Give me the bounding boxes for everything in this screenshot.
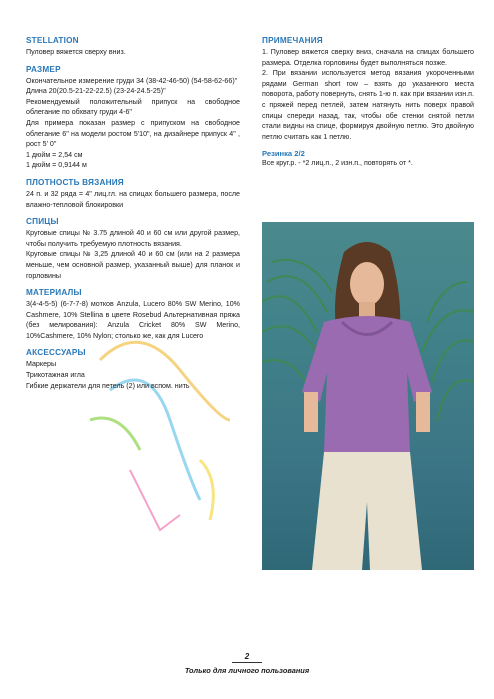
gauge-line: 24 п. и 32 ряда = 4" лиц.гл. на спицах большего размера, после влажно-тепловой блокировки — [26, 189, 240, 209]
pattern-subtitle: Пуловер вяжется сверху вниз. — [26, 48, 126, 56]
right-column — [262, 36, 474, 176]
size-line: Рекомендуемый положительный припуск на свободное облегание по обхвату груди 4-6" — [26, 97, 240, 117]
size-line: 1 дюйм = 0,9144 м — [26, 161, 87, 170]
accessories-line: Маркеры — [26, 360, 57, 369]
size-heading: РАЗМЕР — [26, 64, 61, 74]
accessories-section — [26, 348, 240, 391]
page-number: 2 — [244, 652, 250, 661]
materials-section — [26, 288, 240, 341]
size-line: 1 дюйм = 2,54 см — [26, 150, 83, 159]
accessories-line: Гибкие держатели для петель (2) или вспом. нить — [26, 381, 190, 390]
left-column — [26, 36, 240, 398]
accessories-line: Трикотажная игла — [26, 371, 85, 380]
needles-line: Круговые спицы № 3.75 длиной 40 и 60 см или другой размер, чтобы получить требуемую плотность вязания. — [26, 229, 240, 248]
needles-section — [26, 217, 240, 281]
pattern-title: STELLATION — [26, 36, 79, 45]
rib-line: Все круг.р. - *2 лиц.п., 2 изн.п., повторять от *. — [262, 159, 413, 168]
notes-heading: ПРИМЕЧАНИЯ — [262, 36, 323, 45]
rib-section — [262, 149, 474, 169]
accessories-heading: АКСЕССУАРЫ — [26, 348, 86, 358]
rib-heading: Резинка 2/2 — [262, 149, 305, 159]
footer-divider — [232, 662, 262, 663]
size-section — [26, 65, 240, 171]
model-photo — [262, 222, 474, 570]
gauge-section — [26, 178, 240, 210]
personal-use-note: Только для личного пользования — [184, 666, 310, 675]
size-line: Окончательное измерение груди 34 (38-42-46-50) (54-58-62-66)" — [26, 76, 238, 85]
notes-section — [262, 36, 474, 142]
materials-line: 3(4-4-5-5) (6-7-7-8) мотков Anzula, Lucero 80% SW Merino, 10% Cashmere, 10% Stellina в цвете Rosebud Альтернативная пряжа (без мелирования): Anzula Cricket 80% SW Merino, 10%Cashmere, 10% Nylon; столько же, как для Lucero — [26, 300, 240, 340]
notes-line: 2. При вязании используется метод вязания укороченными рядами German short row – взять до указанного места поворота, работу повернуть, снять 1-ю п. как при вязании изн.п. с пряжей перед петлей, затем натянуть нить поверх правой спицы спереди назад, так, чтобы обе стенки снятой петли стали видны на спице, формируя двойную петлю. Это двойную петлю считать как 1 петлю. — [262, 69, 474, 141]
needles-line: Круговые спицы № 3,25 длиной 40 и 60 см (или на 2 размера меньше, чем основной размер, указанный выше) для планок и горловины — [26, 250, 240, 280]
notes-line: 1. Пуловер вяжется сверху вниз, сначала на спицах большего размера. Отделка горловины будет выполняться позже. — [262, 48, 474, 67]
size-line: Для примера показан размер с припуском на свободное облегание 6" на модели ростом 5'10", на дизайнере припуск 4" , рост 5' 0" — [26, 118, 240, 149]
size-line: Длина 20(20.5-21-22-22.5) (23-24-24.5-25)" — [26, 87, 166, 96]
materials-heading: МАТЕРИАЛЫ — [26, 288, 82, 298]
gauge-heading: ПЛОТНОСТЬ ВЯЗАНИЯ — [26, 177, 124, 187]
needles-heading: СПИЦЫ — [26, 217, 59, 227]
